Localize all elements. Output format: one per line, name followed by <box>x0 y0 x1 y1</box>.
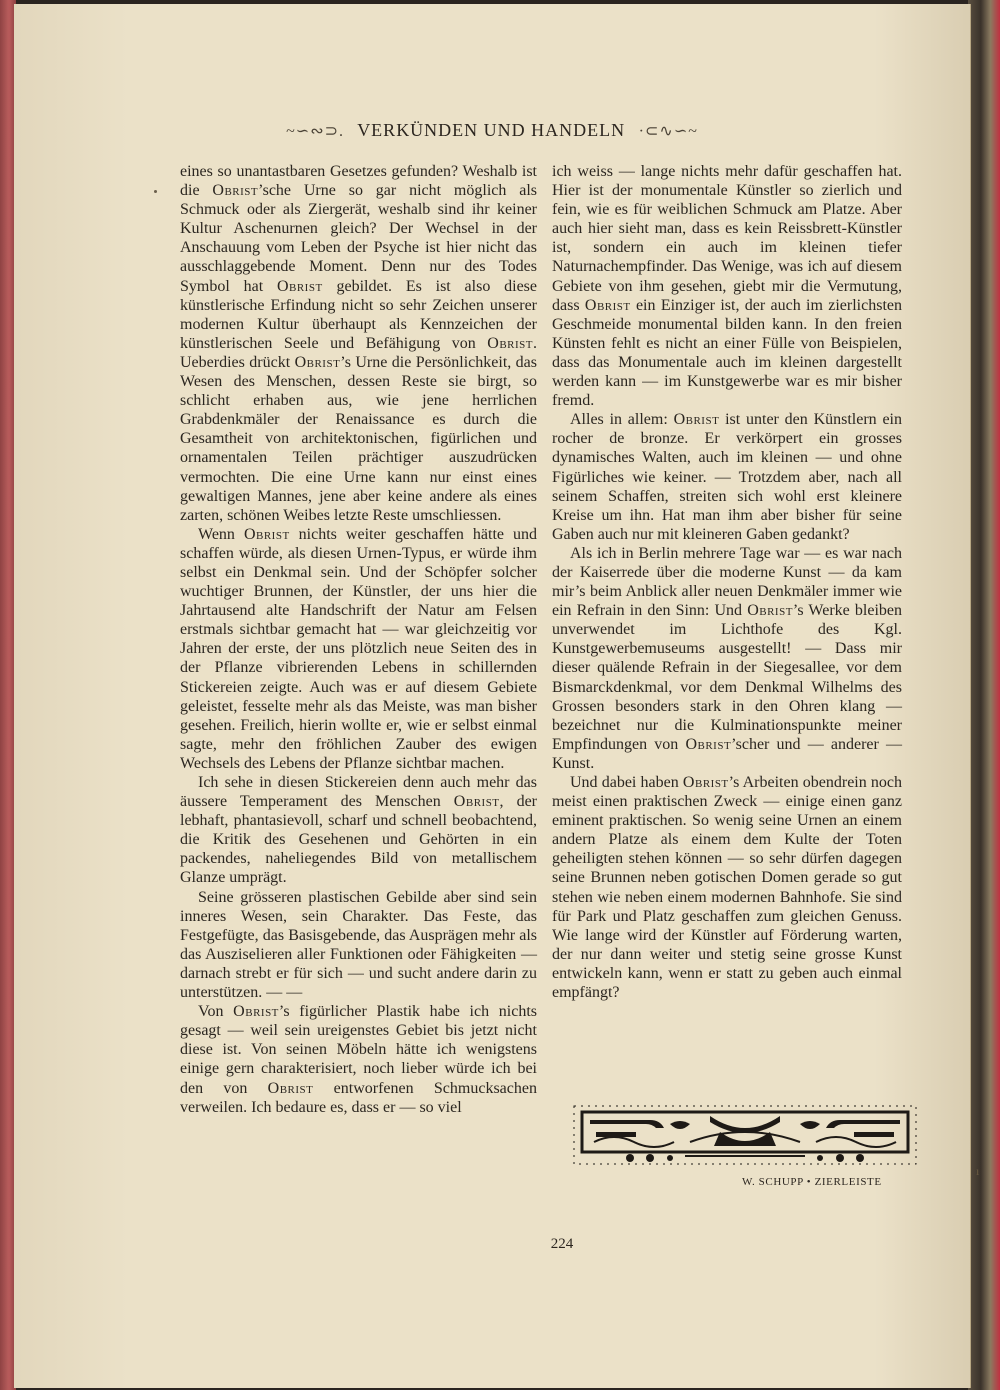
paragraph: Und dabei haben Obrist’s Arbeiten obendrein noch meist einen praktischen Zweck — einige einen ganz eminent praktischen. So wenig seine Urnen an einem andern Platze als einem dem Kulte der Toten geheiligten stehen können — so sehr dürfen dagegen seine Brunnen neben gotischen Domen gerade so gut stehen wie neben einem modernen Bahnhofe. Sie sind für Park und Platz geschaffen zum gleichen Genuss. Wie lange wird der Künstler auf Förderung warten, der nur dann weiter und stetig seine grosse Kunst entwickeln kann, wenn er statt zu geben auch einmal empfängt? <box>552 774 903 1002</box>
book-page <box>14 4 980 1388</box>
paragraph: Als ich in Berlin mehrere Tage war — es war nach der Kaiserrede über die moderne Kunst — da kam mir’s beim Anblick aller neuen Denkmäler immer wie ein Refrain in den Sinn: Und Obrist’s Werke bleiben unverwendet im Lichthofe des Kgl. Kunstgewerbemuseums ausgestellt! — Dass mir dieser quälende Refrain in der Siegesallee, vor dem Bismarckdenkmal, vor dem Denkmal Wilhelms des Grossen besonders stark in den Ohren klang — bezeichnet nur die Kulminationspunkte meiner Empfindungen von Obrist’scher und — anderer — Kunst. <box>552 544 903 772</box>
ornament-caption: W. SCHUPP • ZIERLEISTE <box>742 1176 882 1188</box>
paragraph: Ich sehe in diesen Stickereien denn auch mehr das äussere Temperament des Menschen Obrist, der lebhaft, phantasievoll, scharf und schnell beobachtend, die Kritik des Gesehenen und Gehörten in ein packendes, naheliegendes Bild von metallischem Glanze umprägt. <box>180 774 538 887</box>
paragraph: eines so unantastbaren Gesetzes gefunden? Weshalb ist die Obrist’sche Urne so gar nicht möglich als Schmuck oder als Ziergerät, weshalb sind ihr keiner Kultur Aschenurnen gleich? Der Wechsel in der Anschauung vom Leben der Psyche ist hier nicht das ausschlaggebende Moment. Denn nur des Todes Symbol hat Obrist gebildet. Es ist also diese künstlerische Erfindung nicht so sehr Zeichen unserer modernen Kultur überhaupt als Kennzeichen der künstlerischen Seele und Befähigung von Obrist. Ueberdies drückt Obrist’s Urne die Persönlichkeit, das Wesen des Menschen, dessen Reste sie birgt, so schlicht erhaben aus, wie jene herrlichen Grabdenkmäler der Renaissance es durch die Gesamtheit von architektonischen, figürlichen und ornamentalen Teilen prächtiger auszudrücken vermochten. Die eine Urne kann nur einst eines gewaltigen Mannes, jene aber keine andere als eines zarten, schönen Weibes letzte Reste umschliessen. <box>180 163 538 524</box>
running-header <box>14 120 970 141</box>
left-column <box>180 162 537 1117</box>
paragraph: ich weiss — lange nichts mehr dafür geschaffen hat. Hier ist der monumentale Künstler so zierlich und fein, wie es für weiblichen Schmuck am Platze. Aber auch hier sieht man, dass es kein Reissbrett-Künstler ist, sondern ein auch im kleinen tiefer Naturnachempfinder. Das Wenige, was ich auf diesem Gebiete von ihm gesehen, giebt mir die Vermutung, dass Obrist ein Einziger ist, der auch im zierlichsten Geschmeide monumental bilden kann. In den freien Künsten fehlt es nicht an einer Fülle von Beispielen, dass das Monumentale auch im kleinen dargestellt werden kann — im Kunstgewerbe war es mir bisher fremd. <box>552 163 903 410</box>
right-column <box>552 162 902 1002</box>
paragraph: Seine grösseren plastischen Gebilde aber sind sein inneres Wesen, sein Charakter. Das Feste, das Festgefügte, das Basisgebende, das Ausprägen mehr als das Ausziselieren aller Funktionen oder Fähigkeiten — darnach strebt er für sich — und sucht andere darin zu unterstützen. — — <box>180 888 537 1002</box>
paragraph: Von Obrist’s figürlicher Plastik habe ich nichts gesagt — weil sein ureigenstes Gebiet bis jetzt nicht diese ist. Von seinen Möbeln hätte ich wenigstens einige gern charakterisiert, noch lieber würde ich bei den von Obrist entworfenen Schmucksachen verweilen. Ich bedaure es, dass er — so viel <box>180 1003 537 1116</box>
header-ornament-left-icon: ~∽∾⊃. <box>286 123 344 140</box>
paragraph: Alles in allem: Obrist ist unter den Künstlern ein rocher de bronze. Er verkörpert ein grosses dynamisches Walten, auch im kleinen — und ohne Figürliches wie keiner. — Trotzdem aber, nach all seinem Schaffen, streiten sich wohl erst kleinere Kreise um ihn. Hat man ihm aber bisher für seine Gaben auch nur mit kleineren Gaben gedankt? <box>552 411 902 543</box>
running-header-title: VERKÜNDEN UND HANDELN <box>357 120 626 140</box>
book-edge-right <box>968 0 1000 1390</box>
page-number: 224 <box>550 1236 574 1252</box>
decorative-border-ornament <box>570 1102 920 1168</box>
header-ornament-right-icon: ·⊂∿∽~ <box>638 123 698 140</box>
margin-mark-icon: ı <box>976 1164 980 1178</box>
paragraph: Wenn Obrist nichts weiter geschaffen hätte und schaffen würde, als diesen Urnen-Typus, er würde ihm selbst ein Denkmal sein. Und der Schöpfer solcher wuchtiger Brunnen, der Künstler, der uns hier die Jahrtausend alte Handschrift der Natur am Felsen erstmals sichtbar gemacht hat — war gleichzeitig vor Jahren der erste, der uns plötzlich neue Seiten des in der Pflanze vibrierenden Lebens in schillernden Stickereien zeigte. Auch was er auf diesem Gebiete geleistet, fesselte mehr als das Meiste, was man bisher gesehen. Freilich, hierin wollte er, wie er selbst einmal sagte, mehr den fröhlichen Zauber des ewigen Wechsels des Lebens der Pflanze sichtbar machen. <box>180 525 537 772</box>
margin-dot <box>154 190 157 193</box>
